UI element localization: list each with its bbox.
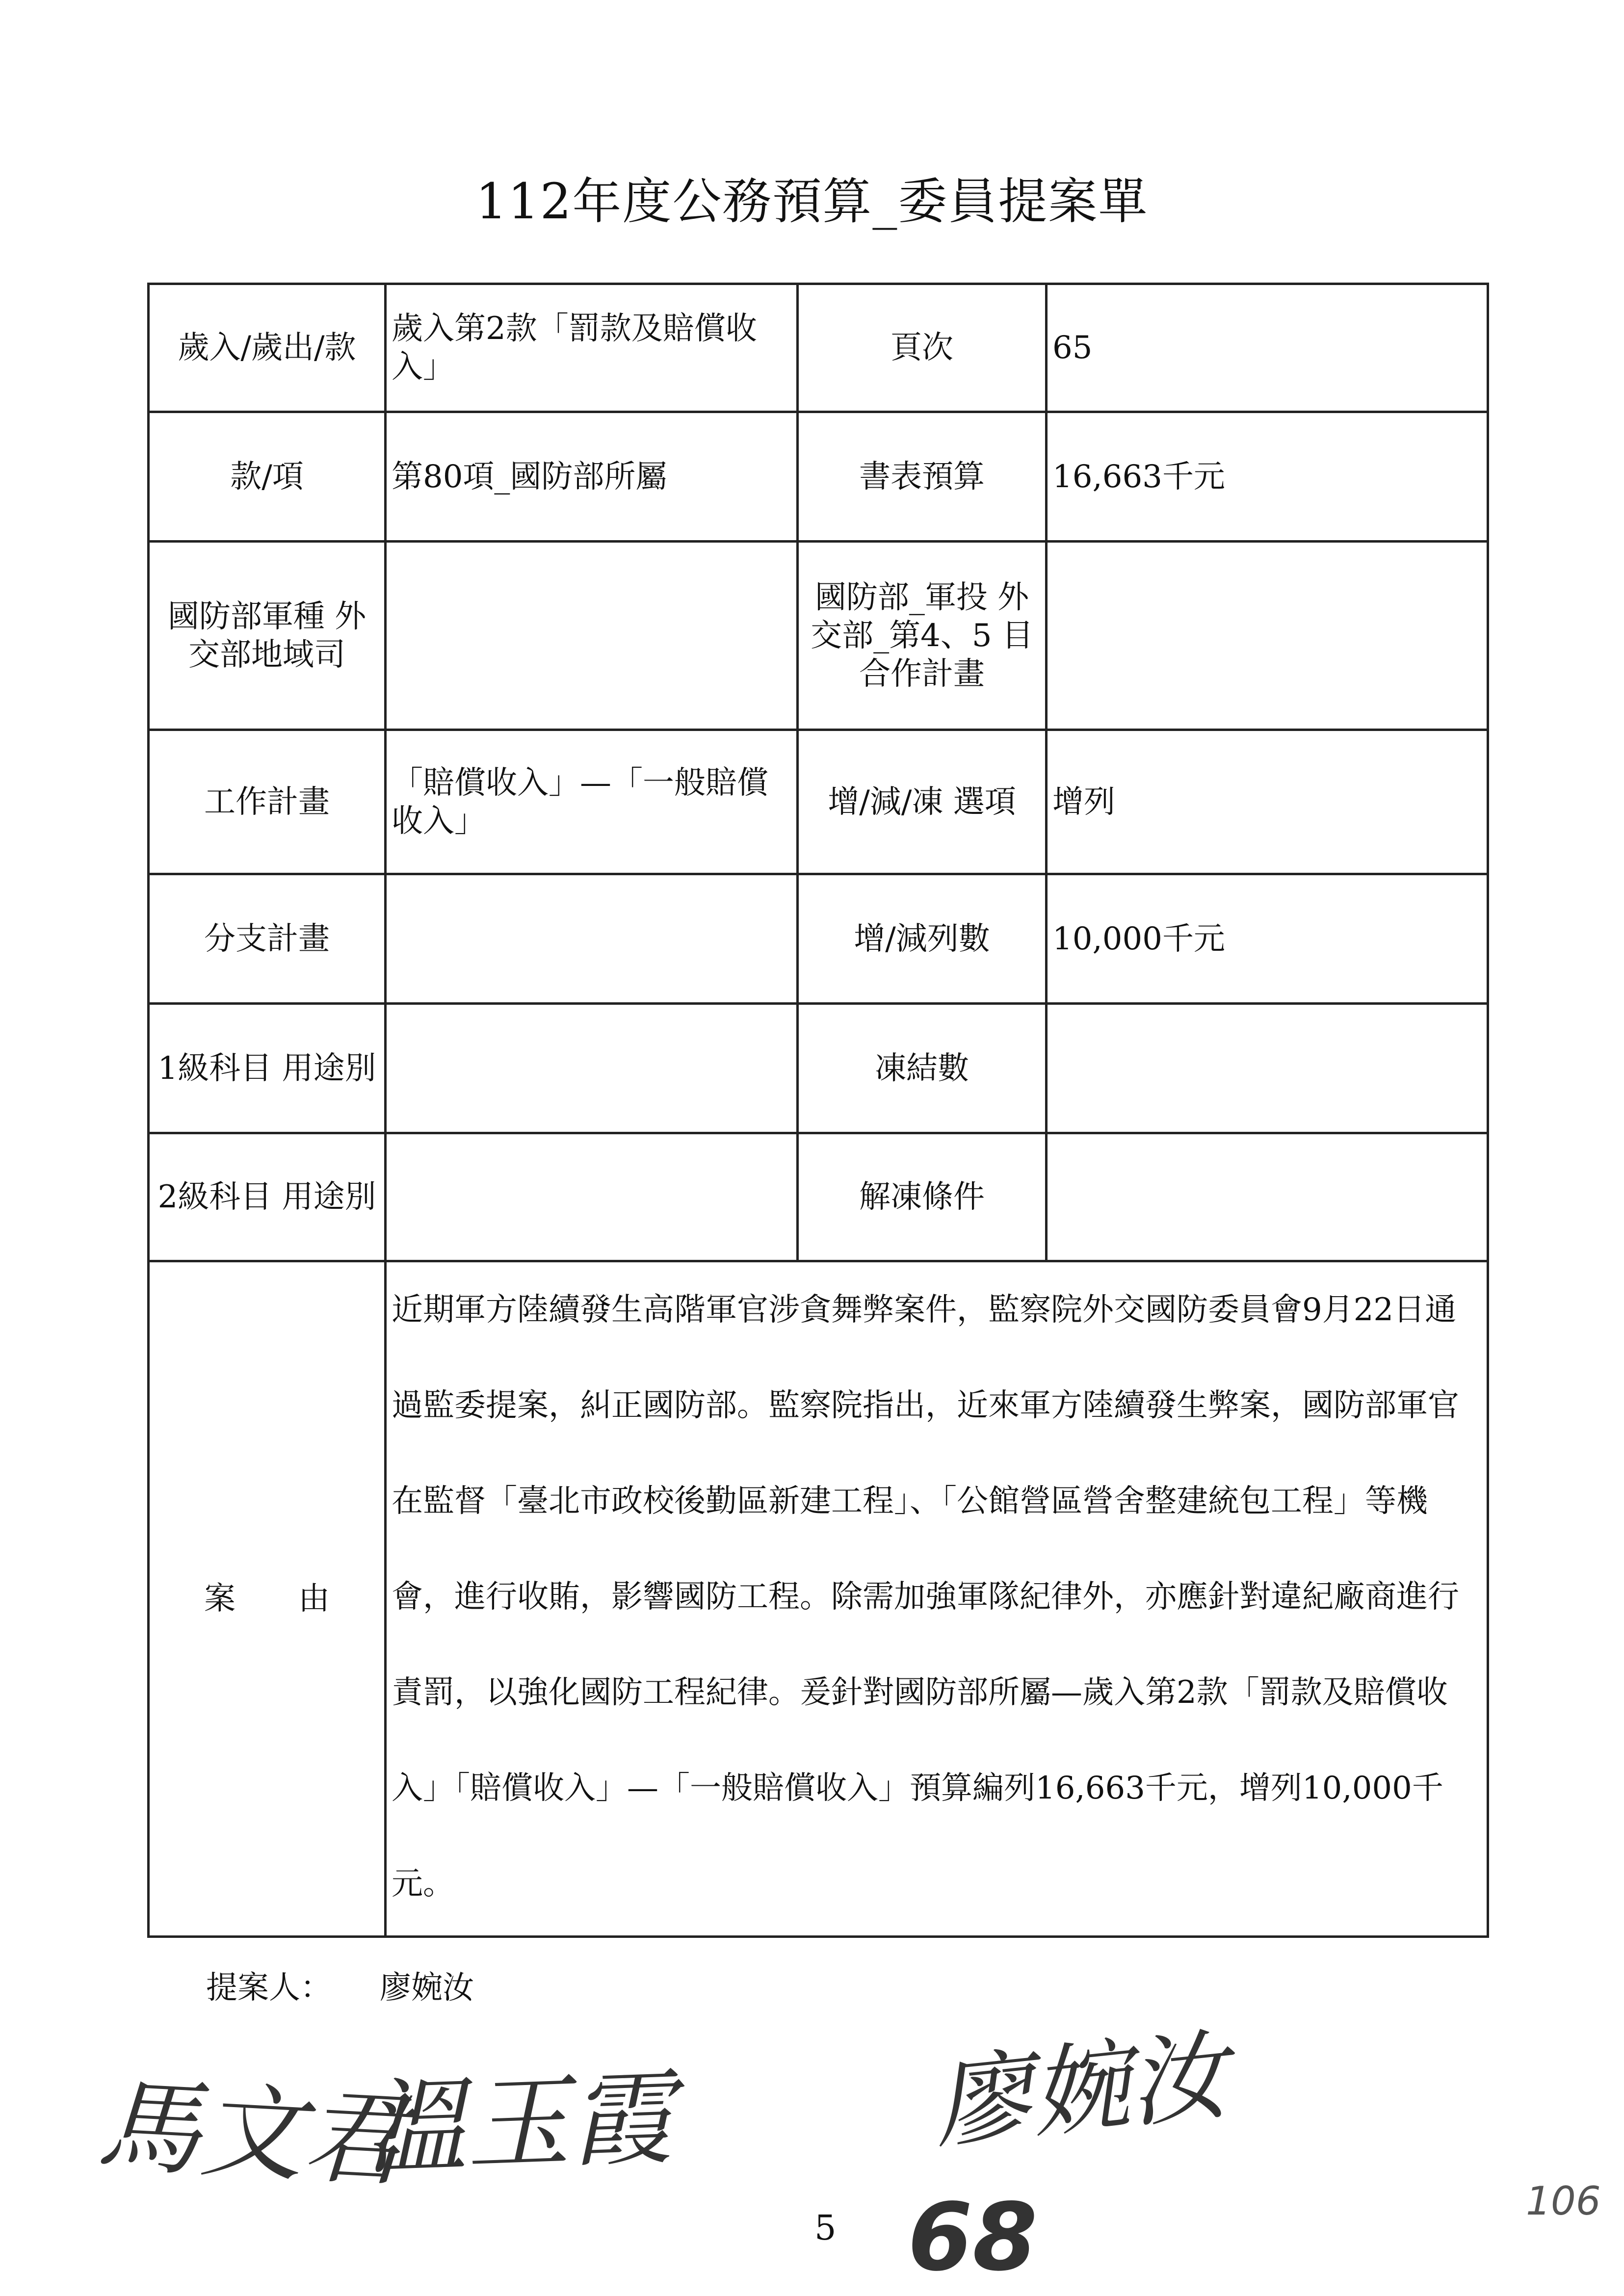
field-label: 歲入/歲出/款 <box>149 284 386 412</box>
handwritten-note: 106 <box>1526 2178 1601 2224</box>
reason-row <box>149 1261 1488 1937</box>
field-label: 分支計畫 <box>149 874 386 1004</box>
reason-label: 案 由 <box>149 1261 386 1937</box>
field-value <box>1047 542 1488 730</box>
field-label: 增/減列數 <box>798 874 1047 1004</box>
field-label: 解凍條件 <box>798 1133 1047 1261</box>
reason-text: 近期軍方陸續發生高階軍官涉貪舞弊案件，監察院外交國防委員會9月22日通過監委提案，糾正國防部。監察院指出，近來軍方陸續發生弊案，國防部軍官在監督「臺北市政校後勤區新建工程」、「公館營區營舍整建統包工程」等機會，進行收賄，影響國防工程。除需加強軍隊紀律外，亦應針對違紀廠商進行責罰，以強化國防工程紀律。爰針對國防部所屬—歲入第2款「罰款及賠償收入」「賠償收入」—「一般賠償收入」預算編列16,663千元，增列10,000千元。 <box>386 1261 1488 1937</box>
field-value: 16,663千元 <box>1047 412 1488 542</box>
field-label: 2級科目 用途別 <box>149 1133 386 1261</box>
field-value <box>386 1133 798 1261</box>
field-value <box>386 874 798 1004</box>
page-title: 112年度公務預算_委員提案單 <box>475 173 1149 230</box>
proposer-label: 提案人： <box>206 1970 332 2006</box>
page-number: 5 <box>814 2208 837 2248</box>
handwritten-signature: 廖婉汝 <box>928 2018 1233 2163</box>
field-label: 國防部軍種 外交部地域司 <box>149 542 386 730</box>
handwritten-signature: 溫玉霞 <box>361 2058 675 2189</box>
field-label: 1級科目 用途別 <box>149 1004 386 1133</box>
field-value: 歲入第2款「罰款及賠償收入」 <box>386 284 798 412</box>
handwritten-note: 68 <box>908 2183 1038 2292</box>
table-row <box>149 542 1488 730</box>
field-value: 65 <box>1047 284 1488 412</box>
table-row <box>149 284 1488 412</box>
table-row <box>149 874 1488 1004</box>
table-row <box>149 412 1488 542</box>
field-value: 增列 <box>1047 730 1488 874</box>
field-value: 第80項_國防部所屬 <box>386 412 798 542</box>
table-row <box>149 1133 1488 1261</box>
field-value <box>386 542 798 730</box>
field-label: 款/項 <box>149 412 386 542</box>
field-label: 國防部_軍投 外交部_第4、5 目合作計畫 <box>798 542 1047 730</box>
field-value <box>1047 1004 1488 1133</box>
proposal-table <box>147 283 1489 1938</box>
field-label: 工作計畫 <box>149 730 386 874</box>
field-value: 10,000千元 <box>1047 874 1488 1004</box>
field-value <box>1047 1133 1488 1261</box>
field-label: 書表預算 <box>798 412 1047 542</box>
field-label: 凍結數 <box>798 1004 1047 1133</box>
handwritten-signature: 馬文君 <box>95 2065 410 2202</box>
proposer-name: 廖婉汝 <box>380 1970 474 2006</box>
field-value: 「賠償收入」—「一般賠償收入」 <box>386 730 798 874</box>
field-label: 頁次 <box>798 284 1047 412</box>
field-value <box>386 1004 798 1133</box>
table-row <box>149 730 1488 874</box>
table-row <box>149 1004 1488 1133</box>
field-label: 增/減/凍 選項 <box>798 730 1047 874</box>
